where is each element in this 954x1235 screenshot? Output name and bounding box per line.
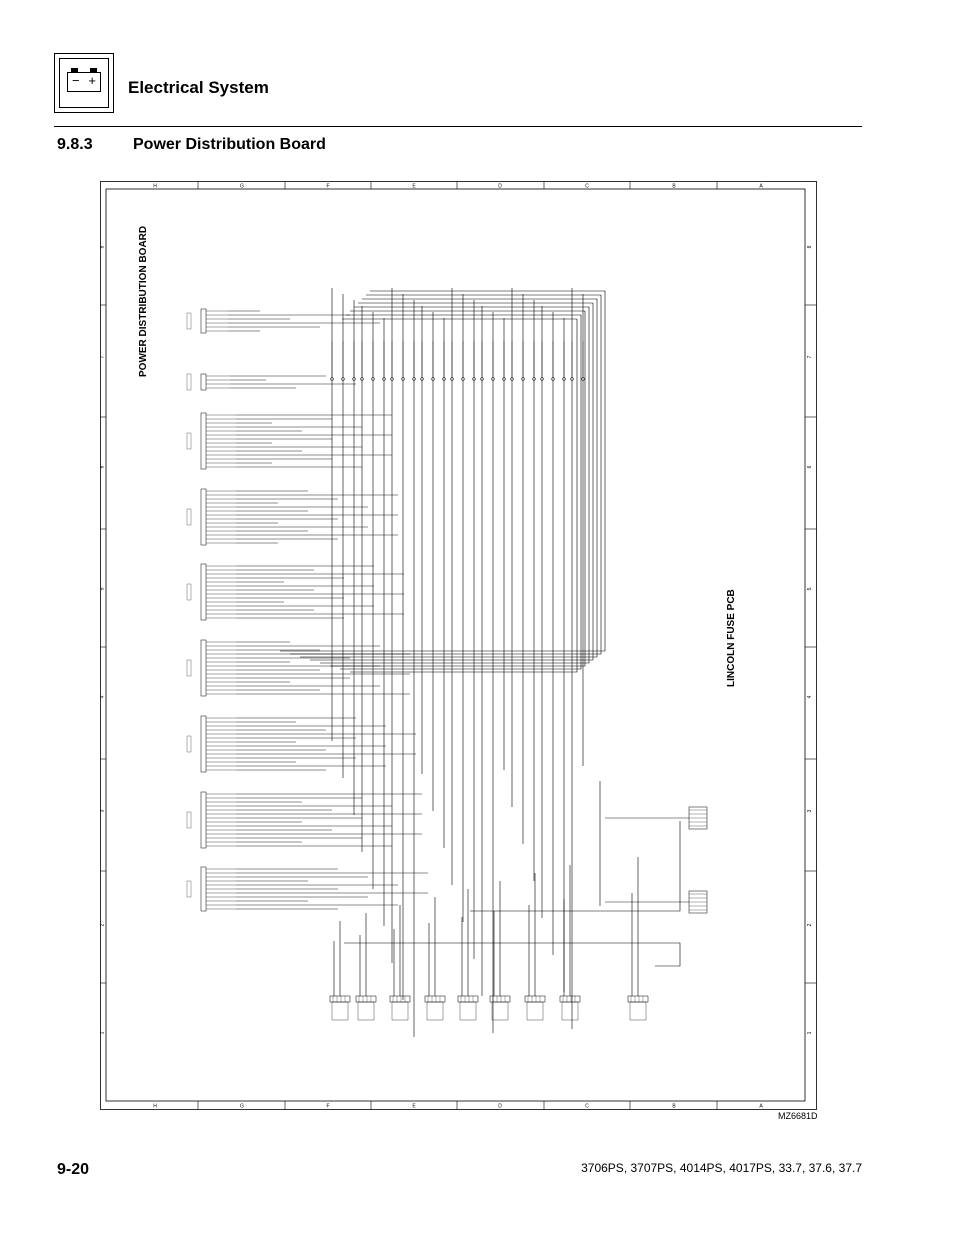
column-label-top: C (585, 183, 589, 190)
row-label-left: 8 (100, 245, 106, 249)
wiring-diagram (100, 181, 817, 1110)
column-label-top: A (759, 183, 763, 190)
wire (344, 943, 680, 966)
bottom-plugs (330, 996, 648, 1020)
connector-label-box (187, 736, 191, 752)
connector-block (201, 489, 206, 545)
chapter-title: Electrical System (128, 78, 269, 97)
connector-block (201, 413, 206, 469)
row-label-left: 2 (100, 923, 106, 927)
row-label-right: 7 (807, 355, 813, 359)
row-label-right: 3 (807, 809, 813, 813)
section-title: Power Distribution Board (133, 136, 326, 153)
column-label-bottom: B (672, 1103, 676, 1110)
fuse-terminals (331, 341, 585, 381)
connector-block (201, 309, 206, 333)
row-label-left: 6 (100, 465, 106, 469)
plug-body (392, 1002, 408, 1020)
connector-blocks (187, 309, 236, 911)
page-number: 9-20 (57, 1161, 90, 1178)
connector-label-box (187, 433, 191, 449)
row-label-right: 5 (807, 587, 813, 591)
plug-body (492, 1002, 508, 1020)
connector-block (201, 792, 206, 848)
plug-body (332, 1002, 348, 1020)
connector-label-box (187, 660, 191, 676)
connector-label-box (187, 584, 191, 600)
plug-body (527, 1002, 543, 1020)
column-labels-bottom (153, 1104, 763, 1110)
column-label-bottom: D (498, 1103, 502, 1110)
wire (300, 299, 597, 657)
column-label-top: H (153, 183, 157, 190)
row-label-left: 5 (100, 587, 106, 591)
connector-label-box (187, 812, 191, 828)
connector-block (201, 374, 206, 390)
column-label-top: F (326, 183, 330, 190)
wire (470, 821, 680, 911)
row-label-left: 7 (100, 355, 106, 359)
wire (280, 291, 605, 651)
model-list: 3706PS, 3707PS, 4014PS, 4017PS, 33.7, 37.6, 37.7 (581, 1161, 862, 1175)
row-label-left: 3 (100, 809, 106, 813)
lincoln-fuse-pcb-label: LINCOLN FUSE PCB (726, 589, 737, 687)
wire (320, 307, 589, 663)
row-label-right: 6 (807, 465, 813, 469)
column-label-bottom: C (585, 1103, 589, 1110)
column-label-top: D (498, 183, 502, 190)
figure-id: MZ6681D (778, 1111, 818, 1121)
battery-minus-symbol: − (72, 73, 80, 88)
row-label-left: 1 (100, 1031, 106, 1035)
row-label-right: 1 (807, 1031, 813, 1035)
connector-label-box (187, 313, 191, 329)
row-label-right: 2 (807, 923, 813, 927)
plug-body (630, 1002, 646, 1020)
right-connectors (605, 807, 707, 913)
column-label-bottom: E (412, 1103, 416, 1110)
wire-runs (228, 288, 680, 1037)
battery-icon (67, 72, 101, 92)
header-icon-box (54, 53, 114, 113)
connector-block (201, 716, 206, 772)
row-label-right: 8 (807, 245, 813, 249)
column-label-top: G (240, 183, 244, 190)
power-distribution-board-label: POWER DISTRIBUTION BOARD (138, 225, 149, 377)
plug-body (427, 1002, 443, 1020)
connector-label-box (187, 881, 191, 897)
wire (290, 295, 601, 654)
battery-plus-symbol: + (88, 73, 96, 88)
column-label-bottom: A (759, 1103, 763, 1110)
plug-body (562, 1002, 578, 1020)
connector-label-box (187, 509, 191, 525)
row-label-left: 4 (100, 695, 106, 699)
connector-block (201, 640, 206, 696)
wire (330, 311, 585, 666)
row-label-right: 4 (807, 695, 813, 699)
wire (310, 303, 593, 660)
diagram-frame (101, 182, 817, 1110)
column-label-top: E (412, 183, 416, 190)
plug-body (460, 1002, 476, 1020)
plug-body (358, 1002, 374, 1020)
section-number: 9.8.3 (57, 136, 93, 153)
column-label-top: B (672, 183, 676, 190)
header-rule (54, 126, 862, 127)
wire (340, 315, 581, 669)
column-label-bottom: F (326, 1103, 330, 1110)
connector-block (201, 564, 206, 620)
connector-label-box (187, 374, 191, 390)
column-label-bottom: G (240, 1103, 244, 1110)
connector-block (201, 867, 206, 911)
column-label-bottom: H (153, 1103, 157, 1110)
row-labels-right (807, 245, 813, 1034)
